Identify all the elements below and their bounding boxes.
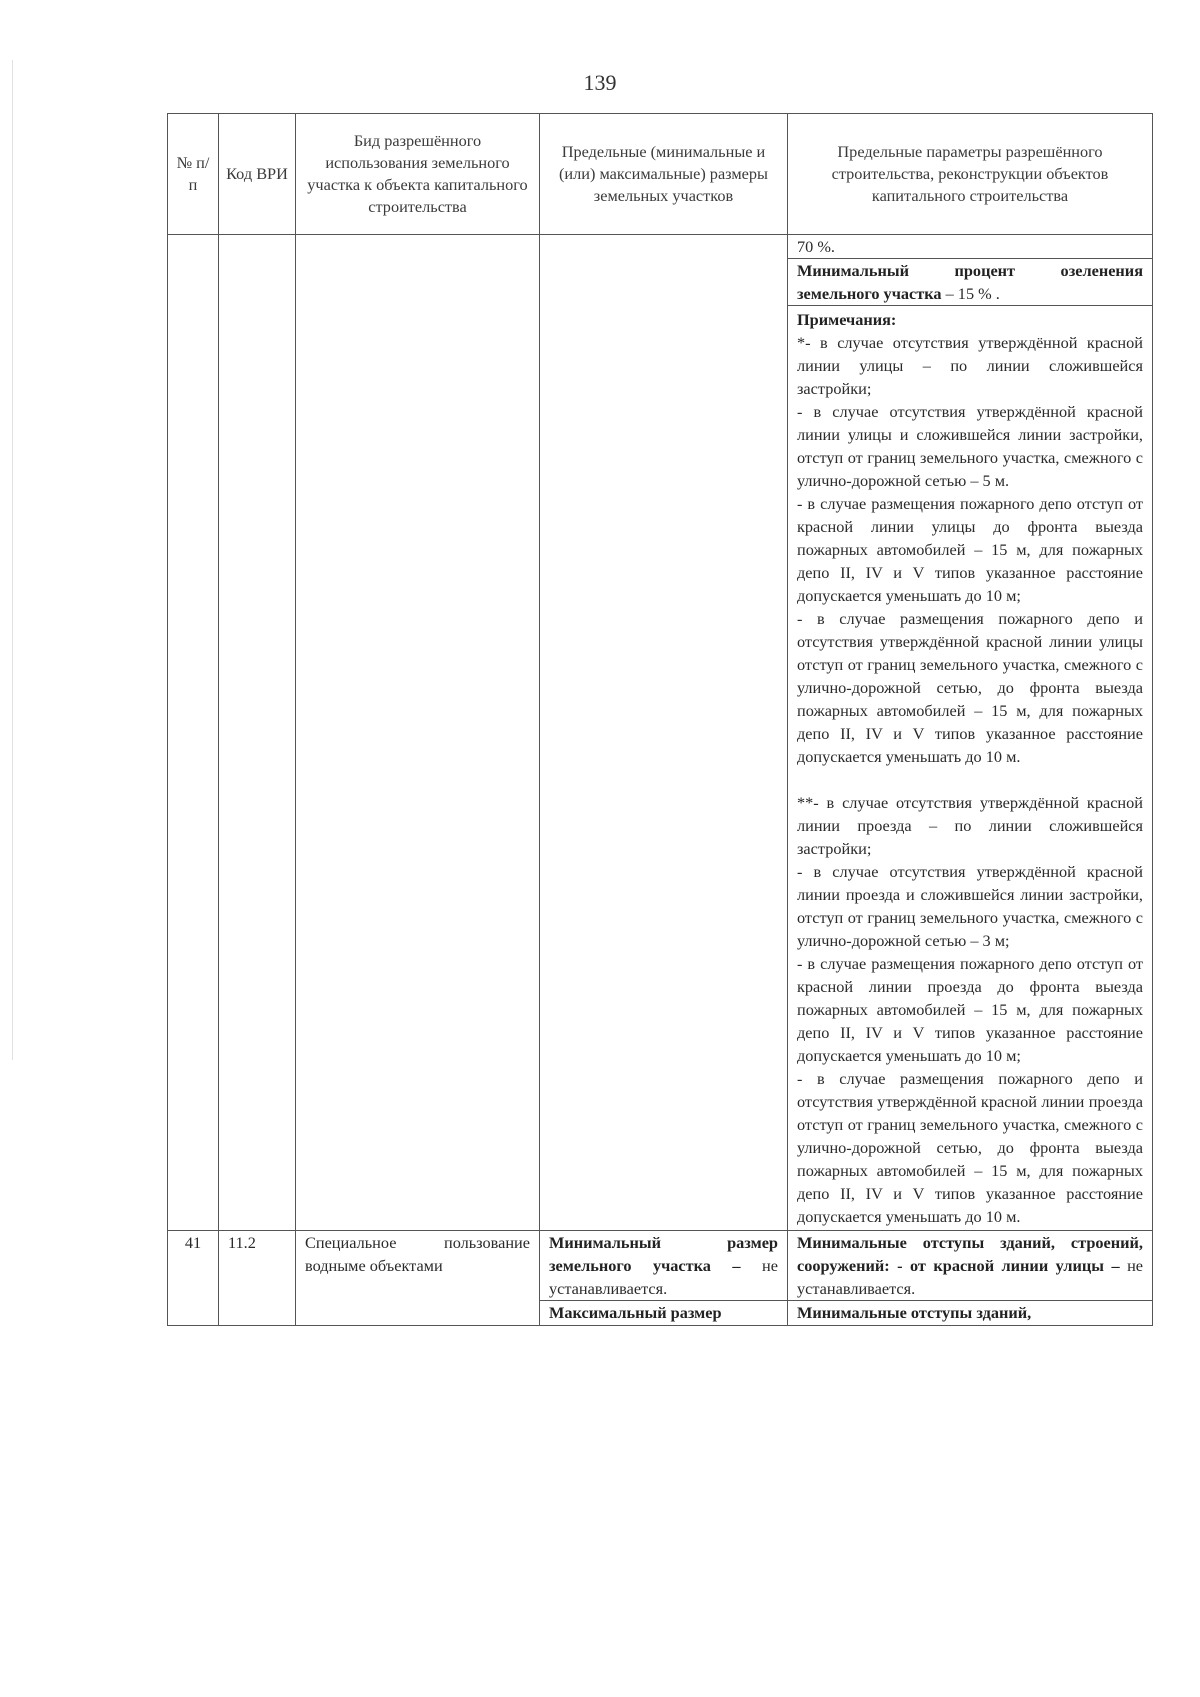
cell-coverage-tail: 70 %. (788, 235, 1153, 259)
greening-value: – 15 % . (941, 284, 1000, 303)
min-size-value: не устанавливается. (549, 1256, 778, 1298)
scan-edge (12, 60, 13, 1060)
cell-row-code: 11.2 (219, 1231, 296, 1326)
header-num: № п/п (168, 114, 219, 235)
cell-empty (168, 235, 219, 1231)
table-row-41 (168, 1231, 1153, 1301)
note-passage-1: **- в случае отсутствия утверждённой красной линии проезда – по линии сложившейся застройки; (797, 793, 1143, 858)
note-street-4: - в случае размещения пожарного депо и отсутствия утверждённой красной линии улицы отступ от границ земельного участка, смежного с улично-дорожной сетью, до фронта выезда пожарных автомобилей – 15 м, для пожарных депо II, IV и V типов указанное расстояние допускается уменьшать до 10 м. (797, 609, 1143, 766)
regulations-table (167, 113, 1153, 1326)
cell-row-size (540, 1231, 788, 1301)
note-passage-3: - в случае размещения пожарного депо отступ от красной линии проезда до фронта выезда пожарных автомобилей – 15 м, для пожарных депо II, IV и V типов указанное расстояние допускается уменьшать до 10 м; (797, 954, 1143, 1065)
cell-empty (540, 235, 788, 1231)
cell-empty (219, 235, 296, 1231)
note-passage-4: - в случае размещения пожарного депо и отсутствия утверждённой красной линии проезда отступ от границ земельного участка, смежного с улично-дорожной сетью, до фронта выезда пожарных автомобилей – 15 м, для пожарных депо II, IV и V типов указанное расстояние допускается уменьшать до 10 м. (797, 1069, 1143, 1226)
setback-red-line-value: не устанавливается. (797, 1256, 1144, 1298)
min-size-label: Минимальный размер земельного участка – (549, 1233, 778, 1275)
cell-next-setbacks: Минимальные отступы зданий, (788, 1301, 1153, 1326)
note-street-1: *- в случае отсутствия утверждённой красной линии улицы – по линии сложившейся застройки; (797, 333, 1143, 398)
header-sizes: Предельные (минимальные и (или) максимальные) размеры земельных участков (540, 114, 788, 235)
cell-greening (788, 259, 1153, 306)
note-street-3: - в случае размещения пожарного депо отступ от красной линии улицы до фронта выезда пожарных автомобилей – 15 м, для пожарных депо II, IV и V типов указанное расстояние допускается уменьшать до 10 м; (797, 494, 1143, 605)
header-code: Код ВРИ (219, 114, 296, 235)
cell-row-number: 41 (168, 1231, 219, 1326)
greening-label: Минимальный процент озеленения земельного участка (797, 261, 1143, 303)
cell-row-params (788, 1231, 1153, 1301)
table-row-continuation-1 (168, 235, 1153, 259)
cell-row-kind: Специальное пользование водныме объектами (296, 1231, 540, 1326)
cell-empty (296, 235, 540, 1231)
notes-gap (797, 768, 1143, 791)
header-params: Предельные параметры разрешённого строительства, реконструкции объектов капитального строительства (788, 114, 1153, 235)
note-passage-2: - в случае отсутствия утверждённой красной линии проезда и сложившейся линии застройки, отступ от границ земельного участка, смежного с улично-дорожной сетью – 3 м; (797, 862, 1143, 950)
page-number: 139 (583, 70, 617, 95)
setback-red-line-label: - от красной линии улицы – (897, 1256, 1120, 1275)
cell-notes (788, 306, 1153, 1231)
setbacks-label: Минимальные отступы зданий, строений, сооружений: (797, 1233, 1143, 1275)
notes-title: Примечания: (797, 310, 897, 329)
note-street-2: - в случае отсутствия утверждённой красной линии улицы и сложившейся линии застройки, отступ от границ земельного участка, смежного с улично-дорожной сетью – 5 м. (797, 402, 1143, 490)
table-header-row (168, 114, 1153, 235)
header-kind: Бид разрешённого использования земельного участка к объекта капитального строительства (296, 114, 540, 235)
cell-max-size: Максимальный размер (540, 1301, 788, 1326)
